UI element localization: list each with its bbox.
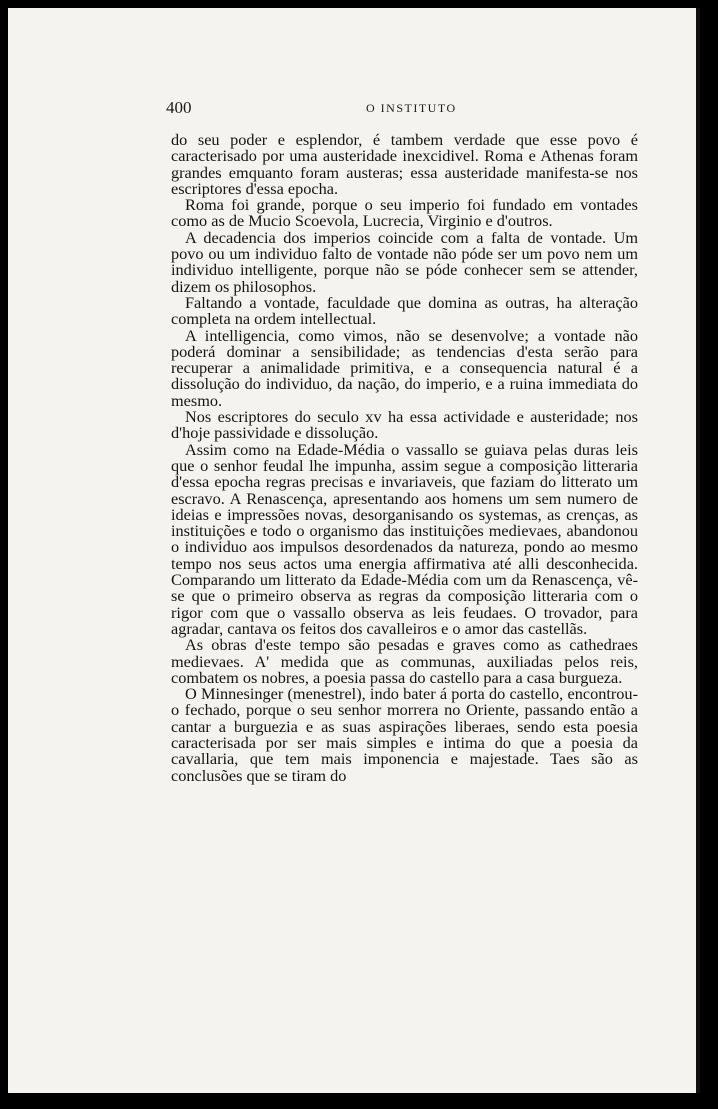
paragraph: A intelligencia, como vimos, não se desenvolve; a vontade não poderá dominar a sensibilidade; as tendencias d'esta serão para recuperar a animalidade primitiva, e a consequencia natural é a dissolução do individuo, da nação, do imperio, e a ruina immediata do mesmo. — [171, 325, 638, 410]
page-number: 400 — [166, 98, 192, 117]
page-header — [166, 98, 636, 120]
paragraph: Roma foi grande, porque o seu imperio foi fundado em vontades como as de Mucio Scoevola, Lucrecia, Virginio e d'outros. — [171, 195, 638, 231]
paragraph: Nos escriptores do seculo xv ha essa actividade e austeridade; nos d'hoje passividade e dissolução. — [171, 407, 638, 443]
book-page — [8, 8, 700, 1093]
paragraph: A decadencia dos imperios coincide com a falta de vontade. Um povo ou um individuo falto de vontade não póde ser um povo nem um individuo intelligente, porque não se póde conhecer sem se attender, dizem os philosophos. — [171, 227, 638, 296]
paragraph: O Minnesinger (menestrel), indo bater á porta do castello, encontrou-o fechado, porque o seu senhor morrera no Oriente, passando então a cantar a burguezia e as suas aspirações liberaes, sendo esta poesia caracterisada por ser mais simples e intima do que a poesia da cavallaria, que tem mais imponencia e majestade. Taes são as conclusões que se tiram do — [171, 684, 638, 785]
paragraph: do seu poder e esplendor, é tambem verdade que esse povo é caracterisado por uma austeridade inexcidivel. Roma e Athenas foram grandes emquanto foram austeras; essa austeridade manifesta-se nos escriptores d'essa epocha. — [171, 130, 638, 198]
body-text — [171, 132, 638, 784]
paragraph: As obras d'este tempo são pesadas e graves como as cathedraes medievaes. A' medida que as communas, auxiliadas pelos reis, combatem os nobres, a poesia passa do castello para a casa burgueza. — [171, 635, 638, 687]
running-head: O INSTITUTO — [366, 101, 457, 115]
paragraph: Faltando a vontade, faculdade que domina as outras, ha alteração completa na ordem intellectual. — [171, 292, 638, 329]
paragraph: Assim como na Edade-Média o vassallo se guiava pelas duras leis que o senhor feudal lhe impunha, assim segue a composição litteraria d'essa epocha regras precisas e invariaveis, que faziam do litterato um escravo. A Renascença, apresentando aos homens um sem numero de ideias e impressões novas, desorganisando os systemas, as crenças, as instituições e todo o organismo das instituições medievaes, abandonou o individuo aos impulsos desordenados da natureza, pondo ao mesmo tempo nos seus actos uma energia affirmativa até alli desconhecida. Comparando um litterato da Edade-Média com um da Renascença, vê-se que o primeiro observa as regras da composição litteraria com o rigor com que o vassallo observa as leis feudaes. O trovador, para agradar, cantava os feitos dos cavalleiros e o amor das castellãs. — [171, 439, 638, 638]
